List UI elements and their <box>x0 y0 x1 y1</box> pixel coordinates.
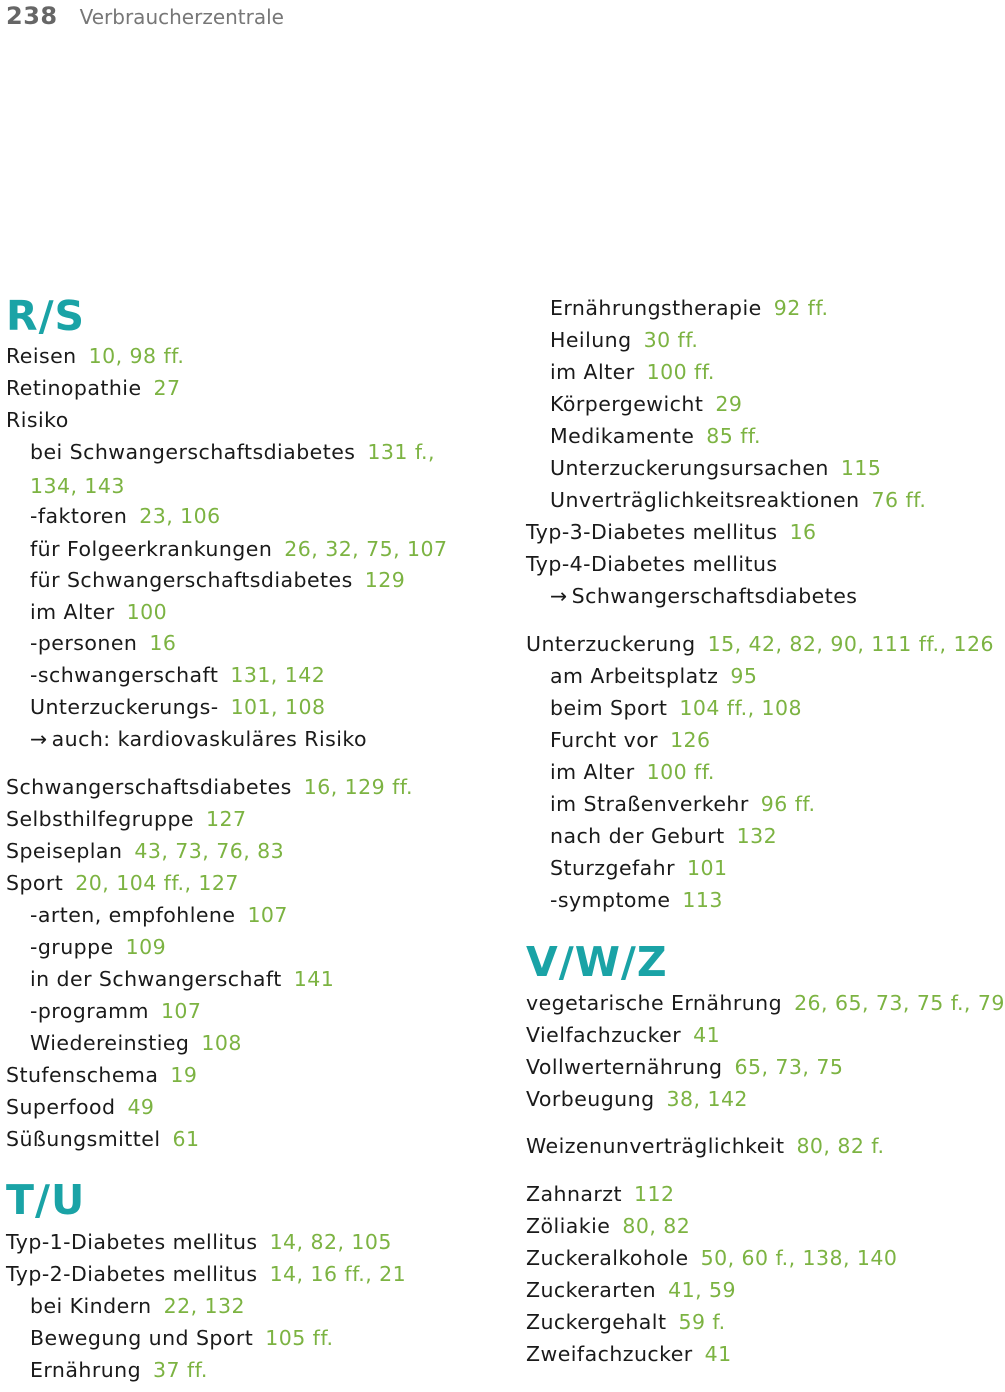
page-references: 109 <box>125 935 167 959</box>
index-term: Reisen <box>6 344 77 368</box>
page-references: 113 <box>682 888 723 912</box>
index-entry <box>550 582 857 610</box>
index-term: Risiko <box>6 408 69 432</box>
index-entry <box>6 1125 200 1153</box>
page-references: 37 ff. <box>153 1358 208 1382</box>
index-term: Unterzuckerung <box>526 632 696 656</box>
index-term: auch: kardiovaskuläres Risiko <box>51 727 367 751</box>
index-term: -faktoren <box>30 504 128 528</box>
index-term: Wiedereinstieg <box>30 1031 190 1055</box>
page-references: 26, 32, 75, 107 <box>284 537 448 561</box>
index-term: nach der Geburt <box>550 824 725 848</box>
page-references: 49 <box>127 1095 155 1119</box>
index-term: Weizenunverträglichkeit <box>526 1134 785 1158</box>
index-entry <box>526 1244 897 1272</box>
index-entry <box>526 518 817 546</box>
index-entry <box>550 662 757 690</box>
index-entry <box>30 566 405 594</box>
index-term: Medikamente <box>550 424 695 448</box>
page-references: 112 <box>633 1182 675 1206</box>
index-entry <box>30 438 435 466</box>
index-entry <box>30 502 221 530</box>
index-term: Vollwerternährung <box>526 1055 723 1079</box>
page-references: 76 ff. <box>871 488 927 512</box>
index-term: Zöliakie <box>526 1214 611 1238</box>
index-term: Retinopathie <box>6 376 142 400</box>
index-term: Zweifachzucker <box>526 1342 693 1366</box>
index-term: Unterzuckerungsursachen <box>550 456 829 480</box>
index-term: Süßungsmittel <box>6 1127 161 1151</box>
page-references: 61 <box>172 1127 200 1151</box>
index-entry <box>550 454 881 482</box>
index-entry <box>30 965 334 993</box>
index-entry <box>6 342 184 370</box>
index-term: bei Schwangerschaftsdiabetes <box>30 440 356 464</box>
index-entry <box>550 726 711 754</box>
index-entry <box>526 1212 690 1240</box>
page-references: 59 f. <box>678 1310 726 1334</box>
index-entry <box>526 630 994 658</box>
index-entry <box>550 390 742 418</box>
index-entry <box>526 1132 884 1160</box>
arrow-icon: → <box>550 584 568 608</box>
index-term: Stufenschema <box>6 1063 159 1087</box>
index-term: Typ-4-Diabetes mellitus <box>526 552 778 576</box>
page-references: 107 <box>160 999 202 1023</box>
index-entry <box>550 694 802 722</box>
index-entry <box>550 486 926 514</box>
index-entry <box>526 1085 748 1113</box>
index-entry <box>30 693 325 721</box>
index-entry <box>550 294 829 322</box>
index-entry <box>6 773 413 801</box>
index-term: -programm <box>30 999 149 1023</box>
index-term: im Alter <box>550 760 635 784</box>
index-entry <box>550 422 761 450</box>
arrow-icon: → <box>30 727 48 751</box>
page-references: 27 <box>153 376 181 400</box>
index-entry <box>550 326 698 354</box>
index-term: Zahnarzt <box>526 1182 622 1206</box>
index-term: am Arbeitsplatz <box>550 664 719 688</box>
page-references: 26, 65, 73, 75 f., 79 <box>794 991 1005 1015</box>
page-references: 96 ff. <box>760 792 816 816</box>
index-entry <box>526 1308 726 1336</box>
page-references: 80, 82 f. <box>796 1134 885 1158</box>
index-term: Typ-2-Diabetes mellitus <box>6 1262 258 1286</box>
index-term: Speiseplan <box>6 839 123 863</box>
index-term: Vorbeugung <box>526 1087 655 1111</box>
index-entry <box>526 550 778 578</box>
index-entry <box>30 901 288 929</box>
index-entry <box>30 933 166 961</box>
page-references: 14, 82, 105 <box>269 1230 392 1254</box>
index-entry <box>30 661 325 689</box>
index-term: -symptome <box>550 888 671 912</box>
page-references: 107 <box>247 903 288 927</box>
index-term: für Schwangerschaftsdiabetes <box>30 568 353 592</box>
index-term: Typ-3-Diabetes mellitus <box>526 520 778 544</box>
index-entry <box>526 1180 674 1208</box>
page-references: 41 <box>693 1023 721 1047</box>
index-entry <box>6 1260 406 1288</box>
page-references: 100 <box>126 600 168 624</box>
index-term: Schwangerschaftsdiabetes <box>6 775 292 799</box>
index-entry <box>30 535 448 563</box>
index-entry <box>30 1324 334 1352</box>
index-term: Typ-1-Diabetes mellitus <box>6 1230 258 1254</box>
page-references: 65, 73, 75 <box>734 1055 844 1079</box>
page-references: 80, 82 <box>622 1214 691 1238</box>
index-entry <box>550 822 777 850</box>
page-references: 38, 142 <box>666 1087 748 1111</box>
index-term: im Alter <box>550 360 635 384</box>
page-references: 95 <box>730 664 758 688</box>
page-header <box>6 2 284 32</box>
index-entry <box>526 1053 843 1081</box>
index-term: bei Kindern <box>30 1294 152 1318</box>
index-term: Körpergewicht <box>550 392 704 416</box>
page-references: 41 <box>704 1342 732 1366</box>
index-term: Zuckeralkohole <box>526 1246 689 1270</box>
index-term: Bewegung und Sport <box>30 1326 254 1350</box>
page-references: 108 <box>201 1031 242 1055</box>
index-term: Vielfachzucker <box>526 1023 682 1047</box>
running-title: Verbraucherzentrale <box>79 5 284 29</box>
index-term: Superfood <box>6 1095 116 1119</box>
page-references: 85 ff. <box>706 424 762 448</box>
index-entry <box>6 406 69 434</box>
page-references: 41, 59 <box>668 1278 736 1302</box>
index-entry <box>6 1093 154 1121</box>
index-term: Zuckerarten <box>526 1278 657 1302</box>
index-entry <box>30 1029 242 1057</box>
page-references: 101, 108 <box>230 695 326 719</box>
page-references: 105 ff. <box>265 1326 334 1350</box>
index-entry <box>526 1276 736 1304</box>
index-term: für Folgeerkrankungen <box>30 537 273 561</box>
index-term: Zuckergehalt <box>526 1310 667 1334</box>
page-references: 101 <box>687 856 728 880</box>
page-references: 129 <box>364 568 406 592</box>
index-entry <box>6 1228 392 1256</box>
section-heading: V/W/Z <box>526 938 668 986</box>
page-references: 115 <box>840 456 882 480</box>
page-references: 22, 132 <box>163 1294 246 1318</box>
page-references: 126 <box>670 728 711 752</box>
index-term: Ernährung <box>30 1358 142 1382</box>
index-entry <box>30 472 125 500</box>
index-entry <box>6 837 284 865</box>
index-term: Sturzgefahr <box>550 856 676 880</box>
page-references: 16, 129 ff. <box>303 775 413 799</box>
index-term: Unterzuckerungs- <box>30 695 219 719</box>
index-term: Heilung <box>550 328 632 352</box>
index-entry <box>30 997 201 1025</box>
page-references: 16 <box>149 631 177 655</box>
index-term: in der Schwangerschaft <box>30 967 282 991</box>
index-entry <box>30 725 367 753</box>
page-references: 131 f., <box>367 440 435 464</box>
section-heading: R/S <box>6 292 86 340</box>
page-references: 104 ff., 108 <box>679 696 803 720</box>
index-entry <box>6 1061 197 1089</box>
index-term: -schwangerschaft <box>30 663 219 687</box>
index-term: im Alter <box>30 600 115 624</box>
index-entry <box>30 629 176 657</box>
index-term: -gruppe <box>30 935 114 959</box>
index-entry <box>6 805 246 833</box>
page-references: 19 <box>170 1063 198 1087</box>
index-term: Selbsthilfegruppe <box>6 807 194 831</box>
index-term: Sport <box>6 871 64 895</box>
index-entry <box>550 358 715 386</box>
index-entry <box>550 886 723 914</box>
index-entry <box>30 1356 208 1384</box>
page-references: 127 <box>206 807 247 831</box>
page-references: 20, 104 ff., 127 <box>75 871 239 895</box>
page-references: 16 <box>789 520 817 544</box>
page-references: 43, 73, 76, 83 <box>134 839 285 863</box>
section-heading: T/U <box>6 1176 86 1224</box>
index-term: beim Sport <box>550 696 668 720</box>
page-references: 30 ff. <box>643 328 699 352</box>
index-entry <box>6 869 239 897</box>
index-entry <box>30 598 167 626</box>
page-references: 132 <box>736 824 778 848</box>
index-term: Schwangerschaftsdiabetes <box>571 584 858 608</box>
page-references: 50, 60 f., 138, 140 <box>700 1246 898 1270</box>
index-entry <box>550 758 715 786</box>
index-entry <box>526 1340 732 1368</box>
page-references: 10, 98 ff. <box>88 344 185 368</box>
index-term: Unverträglichkeitsreaktionen <box>550 488 860 512</box>
index-entry <box>30 1292 245 1320</box>
index-term: -arten, empfohlene <box>30 903 236 927</box>
index-term: Furcht vor <box>550 728 659 752</box>
page-references: 23, 106 <box>139 504 221 528</box>
index-entry <box>526 1021 720 1049</box>
page-references: 131, 142 <box>230 663 326 687</box>
page-references: 141 <box>293 967 335 991</box>
page-references: 14, 16 ff., 21 <box>269 1262 407 1286</box>
page-references: 92 ff. <box>773 296 829 320</box>
page-references: 134, 143 <box>30 474 125 498</box>
index-entry <box>550 854 728 882</box>
page-references: 15, 42, 82, 90, 111 ff., 126 <box>707 632 994 656</box>
index-entry <box>550 790 816 818</box>
index-term: im Straßenverkehr <box>550 792 749 816</box>
page-references: 100 ff. <box>646 760 715 784</box>
index-term: -personen <box>30 631 138 655</box>
page-number: 238 <box>6 2 58 30</box>
page-references: 29 <box>715 392 743 416</box>
page-references: 100 ff. <box>646 360 715 384</box>
index-entry <box>6 374 181 402</box>
index-term: vegetarische Ernährung <box>526 991 783 1015</box>
index-entry <box>526 989 1005 1017</box>
index-term: Ernährungstherapie <box>550 296 762 320</box>
